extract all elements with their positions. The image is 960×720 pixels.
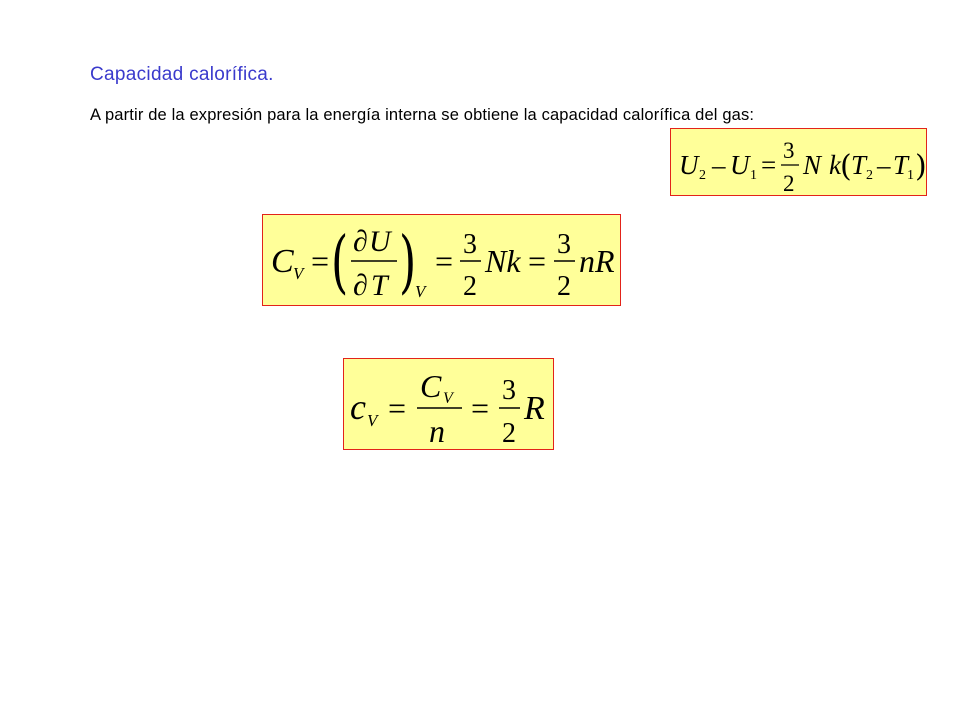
svg-text:T: T — [893, 150, 909, 180]
svg-text:V: V — [415, 282, 426, 301]
svg-text:–: – — [877, 150, 891, 180]
svg-text:k: k — [829, 150, 841, 180]
svg-text:V: V — [293, 264, 304, 283]
svg-text:): ) — [915, 149, 927, 184]
svg-text:N: N — [803, 150, 822, 180]
svg-text:2: 2 — [866, 168, 873, 183]
svg-text:V: V — [443, 390, 453, 407]
svg-text:C: C — [271, 243, 294, 280]
svg-text:c: c — [350, 387, 366, 427]
specific-heat-equation-box — [343, 358, 554, 450]
svg-text:U: U — [679, 150, 699, 180]
svg-text:C: C — [420, 368, 442, 404]
svg-text:Nk: Nk — [485, 243, 521, 279]
svg-text:T: T — [371, 269, 388, 302]
svg-text:V: V — [367, 411, 378, 430]
svg-text:(: ( — [331, 222, 349, 302]
svg-text:=: = — [311, 243, 330, 279]
svg-text:): ) — [399, 222, 417, 302]
svg-text:2: 2 — [463, 271, 477, 302]
svg-text:–: – — [712, 150, 726, 180]
svg-text:(: ( — [840, 149, 852, 184]
svg-text:3: 3 — [557, 229, 571, 260]
svg-text:3: 3 — [502, 375, 516, 406]
svg-text:3: 3 — [463, 229, 477, 260]
intro-text: A partir de la expresión para la energía interna se obtiene la capacidad calorífica del gas: — [90, 106, 755, 124]
svg-text:=: = — [528, 243, 547, 279]
svg-text:n: n — [429, 413, 445, 449]
energy-equation-box — [670, 128, 927, 196]
svg-text:1: 1 — [750, 168, 757, 183]
svg-text:U: U — [730, 150, 750, 180]
svg-text:3: 3 — [783, 138, 795, 163]
svg-text:U: U — [369, 225, 391, 258]
svg-text:2: 2 — [502, 418, 516, 449]
svg-text:2: 2 — [557, 271, 571, 302]
slide-title: Capacidad calorífica. — [90, 64, 274, 85]
svg-text:2: 2 — [699, 168, 706, 183]
svg-text:R: R — [524, 390, 545, 427]
svg-text:=: = — [471, 390, 490, 426]
svg-text:=: = — [435, 243, 454, 279]
energy-equation — [671, 129, 928, 197]
svg-text:=: = — [761, 150, 777, 180]
svg-text:1: 1 — [907, 168, 914, 183]
svg-text:=: = — [388, 390, 407, 426]
svg-text:∂: ∂ — [353, 269, 368, 302]
heat-capacity-equation-box — [262, 214, 621, 306]
specific-heat-equation — [344, 359, 555, 451]
svg-text:2: 2 — [783, 171, 795, 196]
svg-text:∂: ∂ — [353, 225, 368, 258]
svg-text:nR: nR — [579, 243, 615, 279]
svg-text:T: T — [851, 150, 867, 180]
heat-capacity-equation — [263, 215, 622, 307]
